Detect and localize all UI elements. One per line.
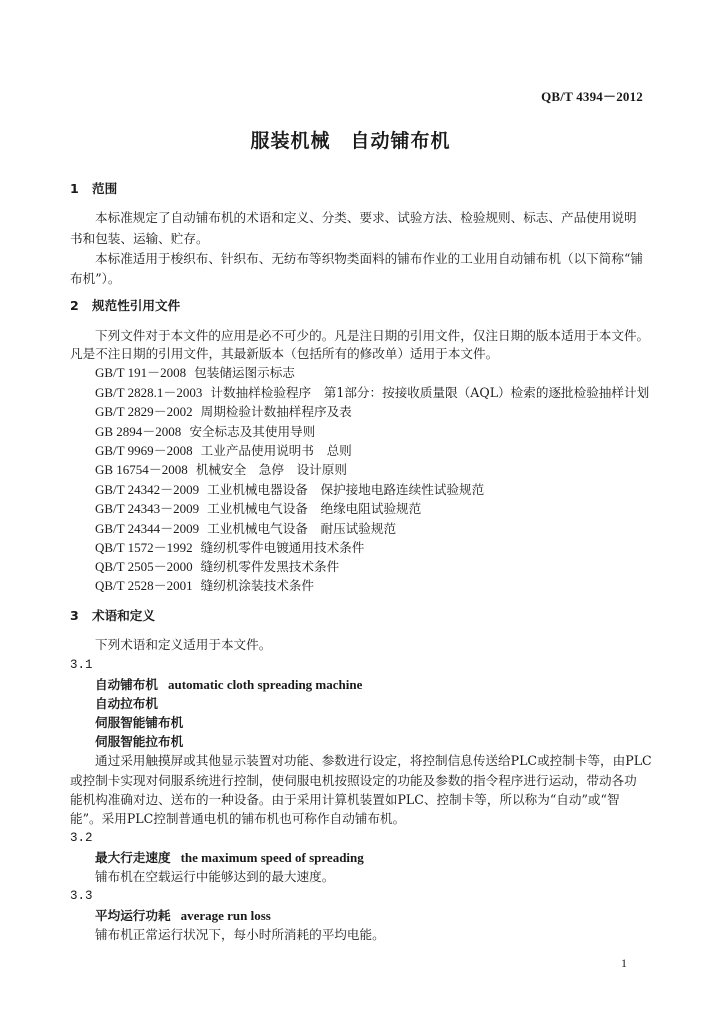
term-english: automatic cloth spreading machine bbox=[167, 677, 363, 692]
reference-item bbox=[95, 384, 649, 402]
paragraph-line: 书和包装、运输、贮存。 bbox=[70, 231, 209, 246]
reference-title: 周期检验计数抽样程序及表 bbox=[200, 404, 352, 419]
page-number: 1 bbox=[621, 956, 627, 970]
reference-code: QB/T 2528－2001 bbox=[95, 578, 193, 593]
section-number: 2 bbox=[70, 298, 79, 313]
term-chinese: 最大行走速度 bbox=[95, 850, 171, 865]
reference-title: 包装储运图示标志 bbox=[194, 365, 295, 380]
reference-code: GB/T 24344－2009 bbox=[95, 521, 200, 536]
reference-code: GB 16754－2008 bbox=[95, 462, 188, 477]
reference-code: GB/T 24343－2009 bbox=[95, 501, 200, 516]
section-3-heading bbox=[70, 607, 155, 625]
term-english: the maximum speed of spreading bbox=[180, 850, 364, 865]
reference-title: 安全标志及其使用导则 bbox=[189, 424, 316, 439]
reference-title: 缝纫机零件发黑技术条件 bbox=[200, 559, 340, 574]
term-synonym: 伺服智能铺布机 bbox=[95, 715, 184, 730]
reference-item bbox=[95, 461, 347, 479]
reference-title: 计数抽样检验程序 第1部分：按接收质量限（AQL）检索的逐批检验抽样计划 bbox=[210, 385, 650, 400]
reference-item bbox=[95, 403, 352, 421]
reference-item bbox=[95, 520, 396, 538]
reference-title: 工业机械电器设备 保护接地电路连续性试验规范 bbox=[207, 482, 485, 497]
definition-line: 通过采用触摸屏或其他显示装置对功能、参数进行设定，将控制信息传送给PLC或控制卡等，由PLC bbox=[95, 753, 652, 768]
term-synonym: 伺服智能拉布机 bbox=[95, 734, 184, 749]
term-synonym: 自动拉布机 bbox=[95, 696, 158, 711]
reference-item bbox=[95, 364, 295, 382]
term-number: 3.1 bbox=[70, 658, 93, 672]
reference-title: 缝纫机零件电镀通用技术条件 bbox=[200, 540, 365, 555]
definition-line: 铺布机正常运行状况下，每小时所消耗的平均电能。 bbox=[95, 927, 385, 942]
reference-code: QB/T 2505－2000 bbox=[95, 559, 193, 574]
reference-item bbox=[95, 500, 421, 518]
paragraph-line: 下列文件对于本文件的应用是必不可少的。凡是注日期的引用文件，仅注日期的版本适用于本文件。 bbox=[95, 328, 650, 343]
reference-item bbox=[95, 442, 352, 460]
term-number: 3.3 bbox=[70, 889, 93, 903]
section-title: 规范性引用文件 bbox=[92, 298, 181, 313]
reference-code: GB/T 2829－2002 bbox=[95, 404, 193, 419]
paragraph-line: 本标准适用于梭织布、针织布、无纺布等织物类面料的铺布作业的工业用自动铺布机（以下简称“铺 bbox=[95, 251, 643, 266]
section-title: 范围 bbox=[92, 181, 118, 196]
term-chinese: 自动铺布机 bbox=[95, 677, 158, 692]
reference-item bbox=[95, 558, 339, 576]
reference-code: GB/T 24342－2009 bbox=[95, 482, 200, 497]
term-english: average run loss bbox=[180, 908, 271, 923]
reference-code: QB/T 1572－1992 bbox=[95, 540, 193, 555]
paragraph-line: 本标准规定了自动铺布机的术语和定义、分类、要求、试验方法、检验规则、标志、产品使用说明 bbox=[95, 210, 637, 225]
definition-line: 或控制卡实现对伺服系统进行控制，使伺服电机按照设定的功能及参数的指令程序进行运动，带动各功 bbox=[70, 773, 637, 788]
paragraph-line: 凡是不注日期的引用文件，其最新版本（包括所有的修改单）适用于本文件。 bbox=[70, 346, 499, 361]
reference-item bbox=[95, 577, 314, 595]
paragraph-line: 下列术语和定义适用于本文件。 bbox=[95, 637, 272, 652]
term-entry bbox=[95, 676, 362, 694]
term-entry bbox=[95, 849, 364, 867]
section-number: 1 bbox=[70, 181, 79, 196]
section-number: 3 bbox=[70, 608, 79, 623]
section-title: 术语和定义 bbox=[92, 608, 155, 623]
reference-title: 工业产品使用说明书 总则 bbox=[200, 443, 352, 458]
reference-item bbox=[95, 481, 484, 499]
reference-title: 工业机械电气设备 绝缘电阻试验规范 bbox=[207, 501, 422, 516]
reference-code: GB/T 191－2008 bbox=[95, 365, 187, 380]
definition-line: 铺布机在空载运行中能够达到的最大速度。 bbox=[95, 869, 335, 884]
term-entry bbox=[95, 907, 271, 925]
definition-line: 能机构准确对边、送布的一种设备。由于采用计算机装置如PLC、控制卡等，所以称为“自动”或“智 bbox=[70, 792, 620, 807]
term-chinese: 平均运行功耗 bbox=[95, 908, 171, 923]
reference-code: GB 2894－2008 bbox=[95, 424, 182, 439]
paragraph-line: 布机”）。 bbox=[70, 271, 121, 286]
term-number: 3.2 bbox=[70, 831, 93, 845]
section-1-heading bbox=[70, 180, 117, 198]
standard-code: QB/T 4394－2012 bbox=[541, 89, 643, 104]
reference-code: GB/T 9969－2008 bbox=[95, 443, 193, 458]
reference-item bbox=[95, 539, 364, 557]
reference-title: 工业机械电气设备 耐压试验规范 bbox=[207, 521, 397, 536]
reference-item bbox=[95, 423, 315, 441]
reference-code: GB/T 2828.1－2003 bbox=[95, 385, 203, 400]
definition-line: 能”。采用PLC控制普通电机的铺布机也可称作自动铺布机。 bbox=[70, 811, 406, 826]
document-title: 服装机械 自动铺布机 bbox=[250, 130, 451, 152]
reference-title: 机械安全 急停 设计原则 bbox=[195, 462, 347, 477]
section-2-heading bbox=[70, 297, 180, 315]
reference-title: 缝纫机涂装技术条件 bbox=[200, 578, 314, 593]
